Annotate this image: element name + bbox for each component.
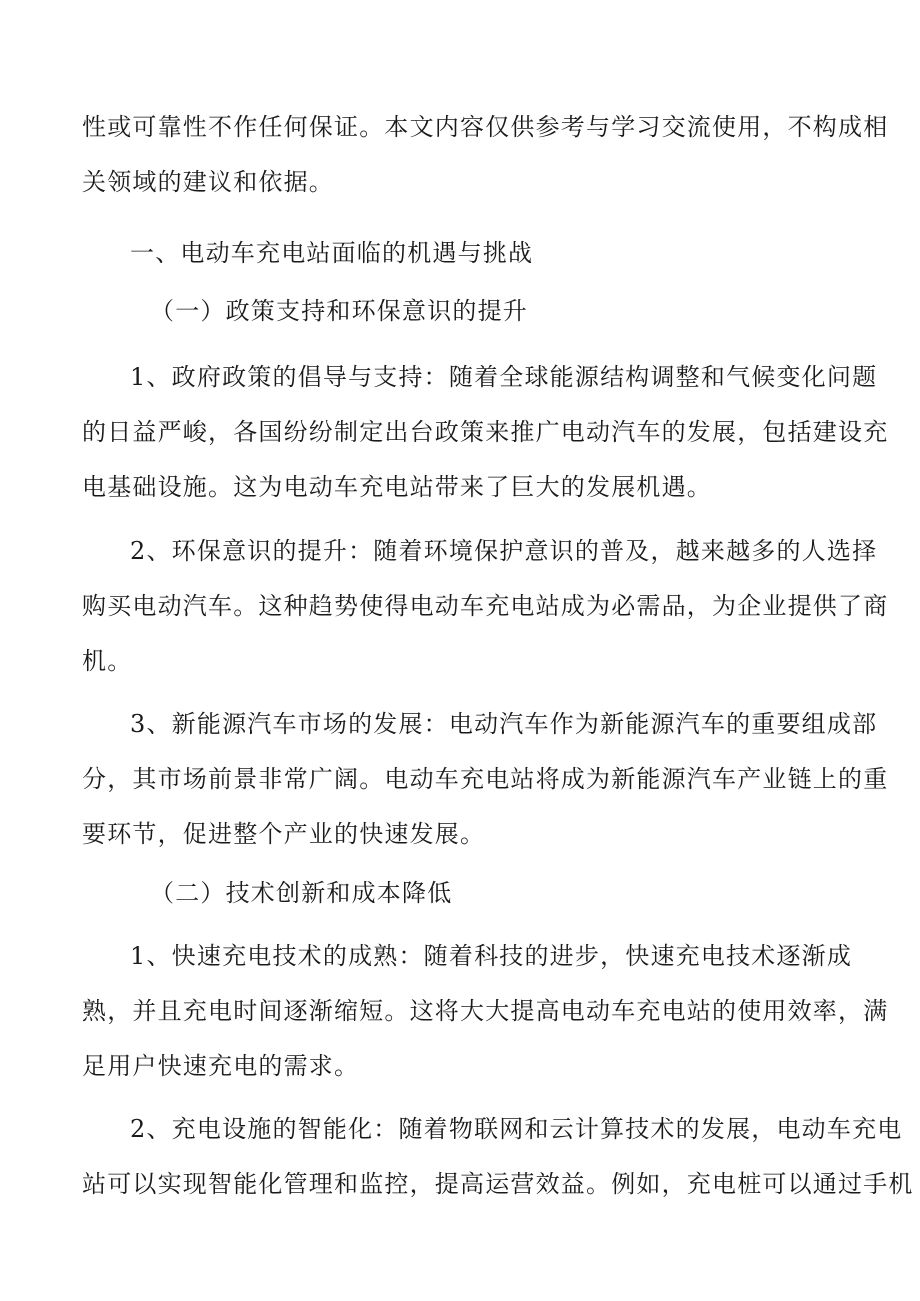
- body-text-line: 购买电动汽车。这种趋势使得电动车充电站成为必需品，为企业提供了商: [82, 592, 889, 620]
- body-text-line: 2、充电设施的智能化：随着物联网和云计算技术的发展，电动车充电: [130, 1115, 903, 1143]
- body-text-line: 机。: [82, 647, 133, 675]
- body-text-line: 分，其市场前景非常广阔。电动车充电站将成为新能源汽车产业链上的重: [82, 765, 889, 793]
- body-text-line: 的日益严峻，各国纷纷制定出台政策来推广电动汽车的发展，包括建设充: [82, 418, 889, 446]
- body-text-line: 电基础设施。这为电动车充电站带来了巨大的发展机遇。: [82, 473, 712, 501]
- body-text-line: 2、环保意识的提升：随着环境保护意识的普及，越来越多的人选择: [130, 537, 878, 565]
- body-text-line: 1、政府政策的倡导与支持：随着全球能源结构调整和气候变化问题: [130, 363, 878, 391]
- body-text-line: 熟，并且充电时间逐渐缩短。这将大大提高电动车充电站的使用效率，满: [82, 997, 889, 1025]
- body-text-line: 足用户快速充电的需求。: [82, 1052, 360, 1080]
- body-text-line: 3、新能源汽车市场的发展：电动汽车作为新能源汽车的重要组成部: [130, 710, 878, 738]
- body-text-line: 性或可靠性不作任何保证。本文内容仅供参考与学习交流使用，不构成相: [82, 113, 889, 141]
- section-heading: 一、电动车充电站面临的机遇与挑战: [130, 239, 534, 267]
- body-text-line: 要环节，促进整个产业的快速发展。: [82, 820, 486, 848]
- body-text-line: 站可以实现智能化管理和监控，提高运营效益。例如，充电桩可以通过手机: [82, 1170, 914, 1198]
- subsection-heading: （一）政策支持和环保意识的提升: [150, 297, 528, 325]
- subsection-heading: （二）技术创新和成本降低: [150, 879, 453, 907]
- body-text-line: 关领域的建议和依据。: [82, 168, 334, 196]
- body-text-line: 1、快速充电技术的成熟：随着科技的进步，快速充电技术逐渐成: [130, 942, 853, 970]
